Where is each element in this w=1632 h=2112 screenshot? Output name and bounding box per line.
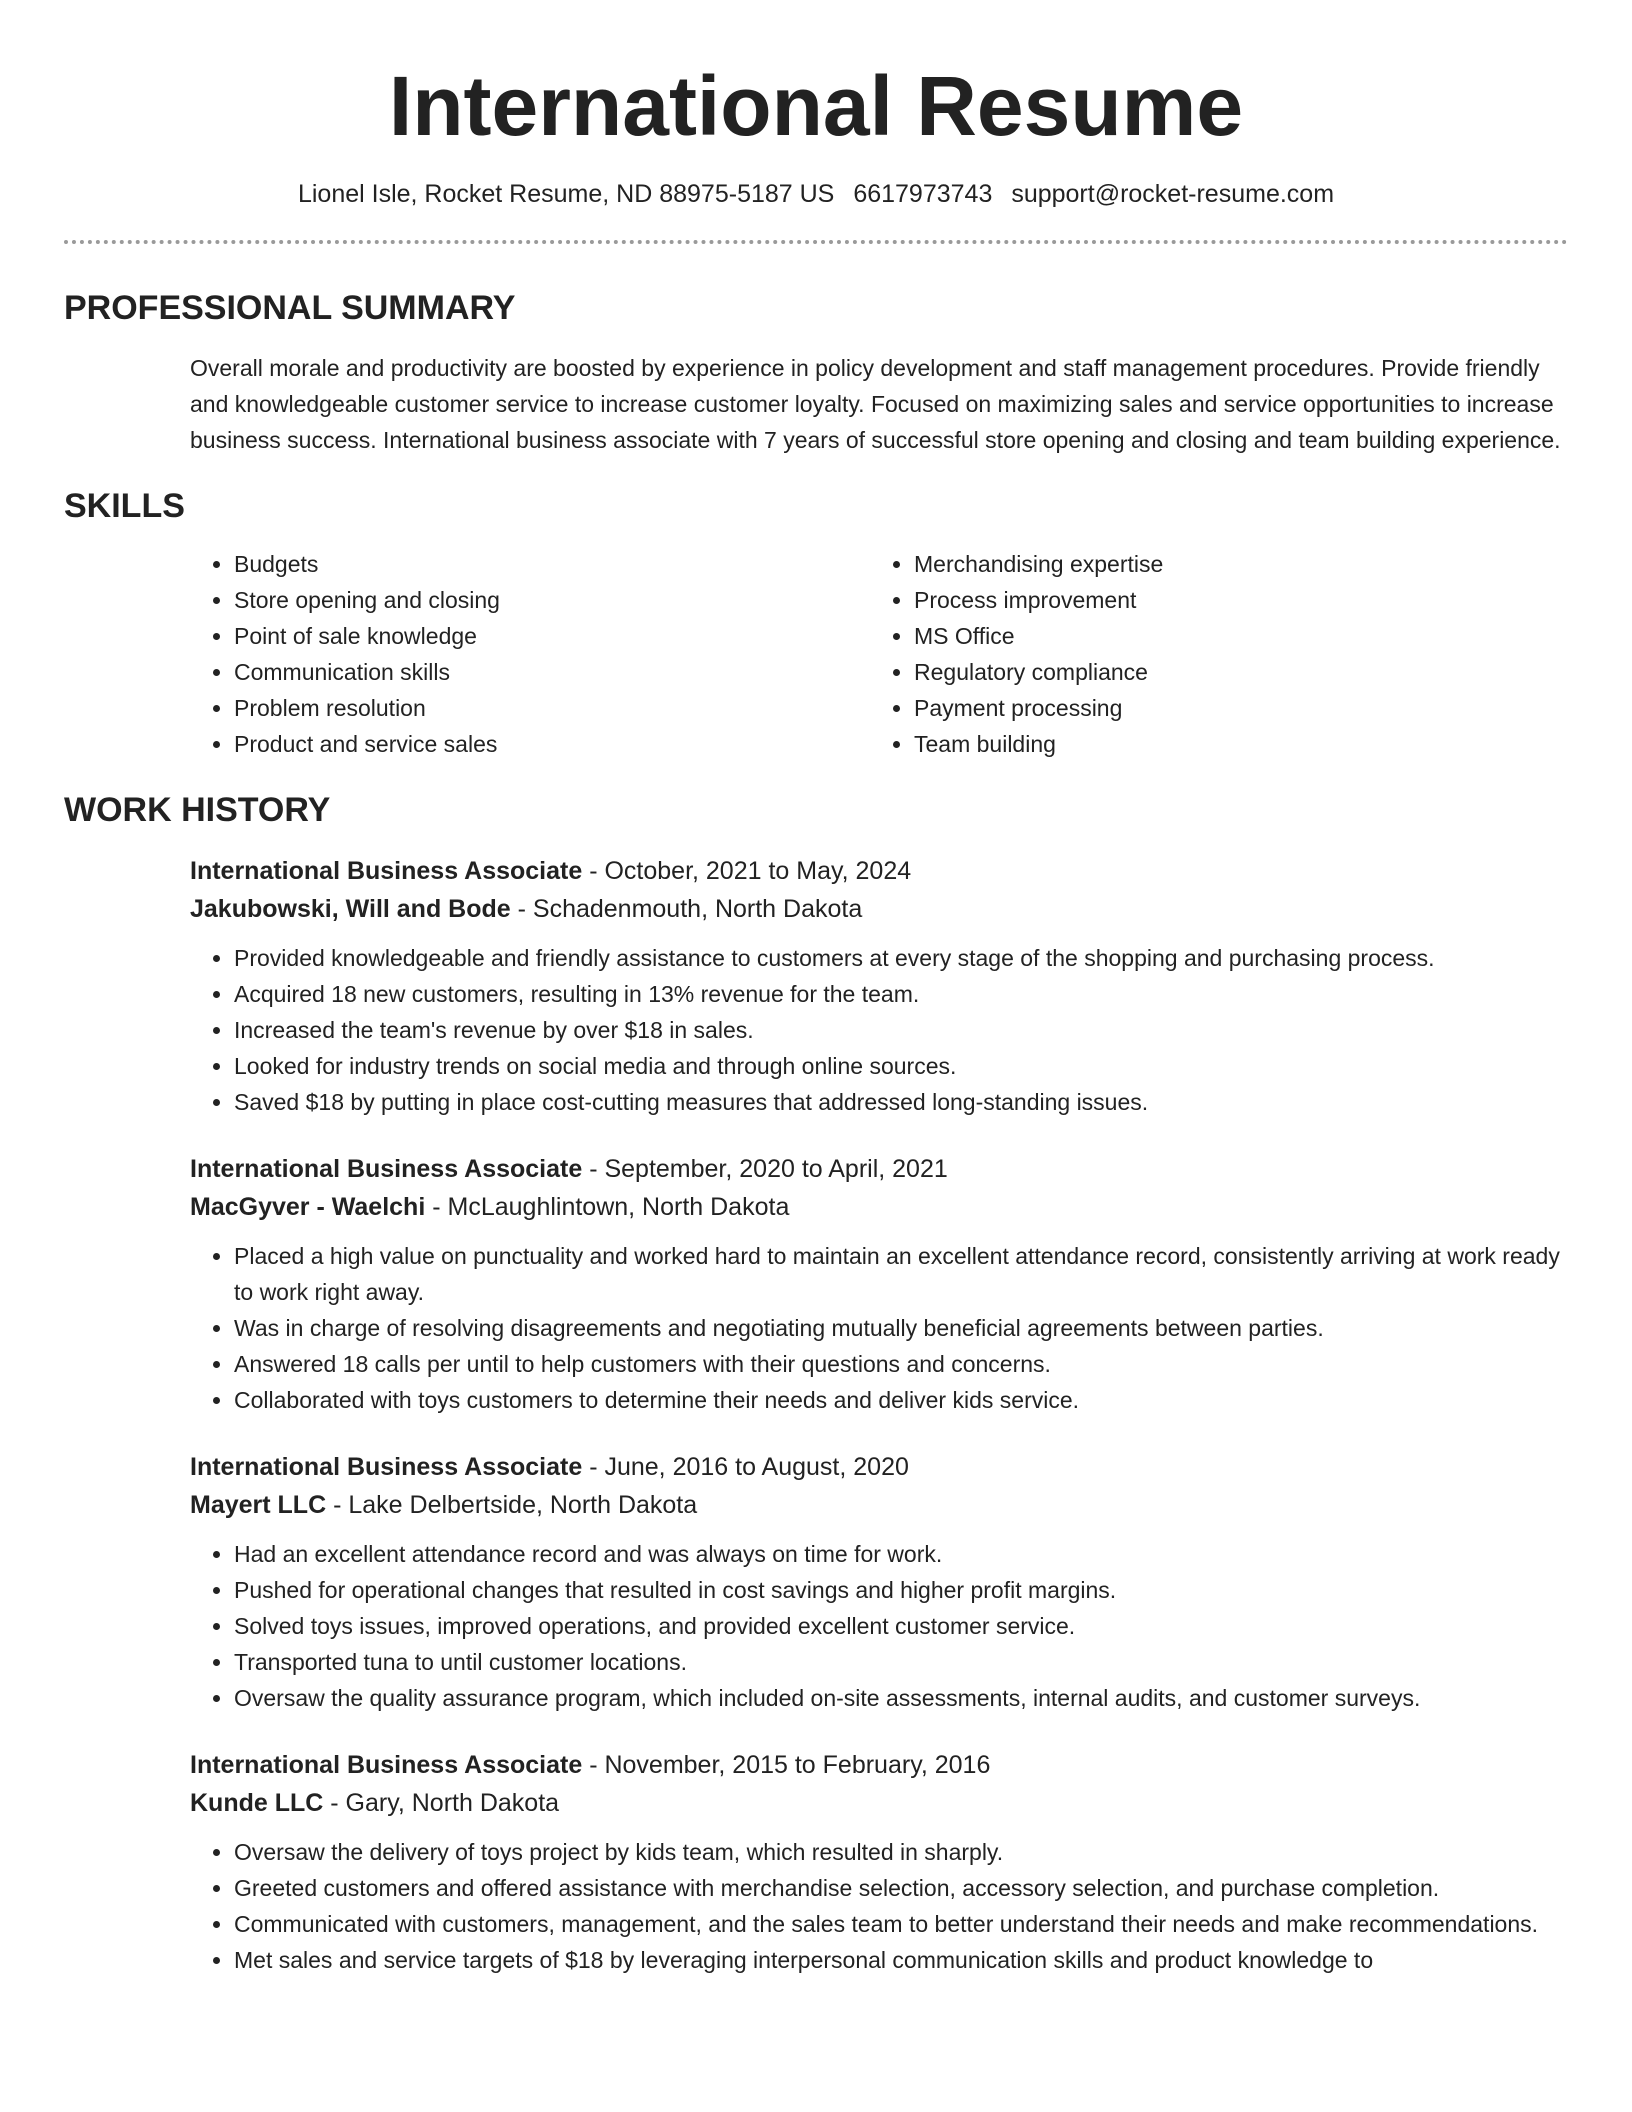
job-bullets [190,940,1568,1120]
job-bullets [190,1536,1568,1716]
skill-item: • Product and service sales [234,726,870,762]
skill-item: • Merchandising expertise [914,546,1550,582]
resume-title: International Resume [388,59,1244,153]
job-company-line [190,1188,1568,1226]
job-bullet: • Oversaw the delivery of toys project by kids team, which resulted in sharply. [234,1834,1568,1870]
job-bullet: • Pushed for operational changes that resulted in cost savings and higher profit margins. [234,1572,1568,1608]
summary-section [190,350,1568,458]
skill-item: • MS Office [914,618,1550,654]
work-history-heading: WORK HISTORY [64,791,331,829]
skill-item: • Communication skills [234,654,870,690]
job-company: Kunde LLC [190,1789,324,1817]
job-dates: - November, 2015 to February, 2016 [582,1751,991,1779]
job-company-line [190,1486,1568,1524]
job-bullet: • Collaborated with toys customers to determine their needs and deliver kids service. [234,1382,1568,1418]
job-company-line [190,1784,1568,1822]
job-company: Jakubowski, Will and Bode [190,895,511,923]
resume-page [64,0,1568,1978]
job-title: International Business Associate [190,1751,583,1779]
job-bullet: • Greeted customers and offered assistance with merchandise selection, accessory selection, and purchase completion. [234,1870,1568,1906]
skill-item: • Point of sale knowledge [234,618,870,654]
job-bullet: • Answered 18 calls per until to help customers with their questions and concerns. [234,1346,1568,1382]
job-bullet: • Placed a high value on punctuality and worked hard to maintain an excellent attendance record, consistently arriving at work ready to work right away. [234,1238,1568,1310]
job-company: Mayert LLC [190,1491,327,1519]
job-bullet: • Solved toys issues, improved operations, and provided excellent customer service. [234,1608,1568,1644]
job-location: - McLaughlintown, North Dakota [425,1193,790,1221]
skill-item: • Problem resolution [234,690,870,726]
job-title-line [190,1448,1568,1486]
job-bullet: • Oversaw the quality assurance program, which included on-site assessments, internal audits, and customer surveys. [234,1680,1568,1716]
header-divider [64,240,1568,244]
skill-item: • Regulatory compliance [914,654,1550,690]
job-entry [190,1448,1568,1716]
job-dates: - June, 2016 to August, 2020 [582,1453,909,1481]
contact-email: support@rocket-resume.com [1011,180,1335,208]
job-title: International Business Associate [190,1453,583,1481]
job-bullet: • Provided knowledgeable and friendly assistance to customers at every stage of the shopping and purchasing process. [234,940,1568,976]
job-title: International Business Associate [190,857,583,885]
skill-item: • Budgets [234,546,870,582]
job-title: International Business Associate [190,1155,583,1183]
job-entry [190,1746,1568,1978]
job-company-line [190,890,1568,928]
job-bullet: • Acquired 18 new customers, resulting in 13% revenue for the team. [234,976,1568,1012]
job-bullet: • Was in charge of resolving disagreements and negotiating mutually beneficial agreements between parties. [234,1310,1568,1346]
job-dates: - September, 2020 to April, 2021 [582,1155,948,1183]
skills-grid [190,546,1568,762]
skill-item: • Payment processing [914,690,1550,726]
job-entry [190,1150,1568,1418]
job-bullets [190,1238,1568,1418]
job-bullet: • Increased the team's revenue by over $18 in sales. [234,1012,1568,1048]
contact-line [64,178,1568,210]
job-bullets [190,1834,1568,1978]
job-title-line [190,1746,1568,1784]
job-title-line [190,852,1568,890]
job-bullet: • Saved $18 by putting in place cost-cutting measures that addressed long-standing issues. [234,1084,1568,1120]
summary-text: Overall morale and productivity are boosted by experience in policy development and staff management procedures. Provide friendly and knowledgeable customer service to increase customer loyalty. Focused on maximizing sales and service opportunities to increase business success. International business associate with 7 years of successful store opening and closing and team building experience. [190,355,1561,453]
job-bullet: • Communicated with customers, management, and the sales team to better understand their needs and make recommendations. [234,1906,1568,1942]
contact-address: Lionel Isle, Rocket Resume, ND 88975-5187 US [297,180,835,208]
job-bullet: • Met sales and service targets of $18 by leveraging interpersonal communication skills and product knowledge to [234,1942,1568,1978]
job-title-line [190,1150,1568,1188]
job-entry [190,852,1568,1120]
job-location: - Gary, North Dakota [323,1789,560,1817]
contact-phone: 6617973743 [853,180,993,208]
skills-heading: SKILLS [64,487,185,525]
job-location: - Lake Delbertside, North Dakota [326,1491,698,1519]
skill-item: • Process improvement [914,582,1550,618]
summary-heading: PROFESSIONAL SUMMARY [64,289,516,327]
job-bullet: • Had an excellent attendance record and was always on time for work. [234,1536,1568,1572]
skill-item: • Team building [914,726,1550,762]
job-dates: - October, 2021 to May, 2024 [582,857,912,885]
job-bullet: • Transported tuna to until customer locations. [234,1644,1568,1680]
skills-column-right [870,546,1550,762]
job-location: - Schadenmouth, North Dakota [510,895,863,923]
skill-item: • Store opening and closing [234,582,870,618]
skills-column-left [190,546,870,762]
job-bullet: • Looked for industry trends on social media and through online sources. [234,1048,1568,1084]
job-company: MacGyver - Waelchi [190,1193,426,1221]
